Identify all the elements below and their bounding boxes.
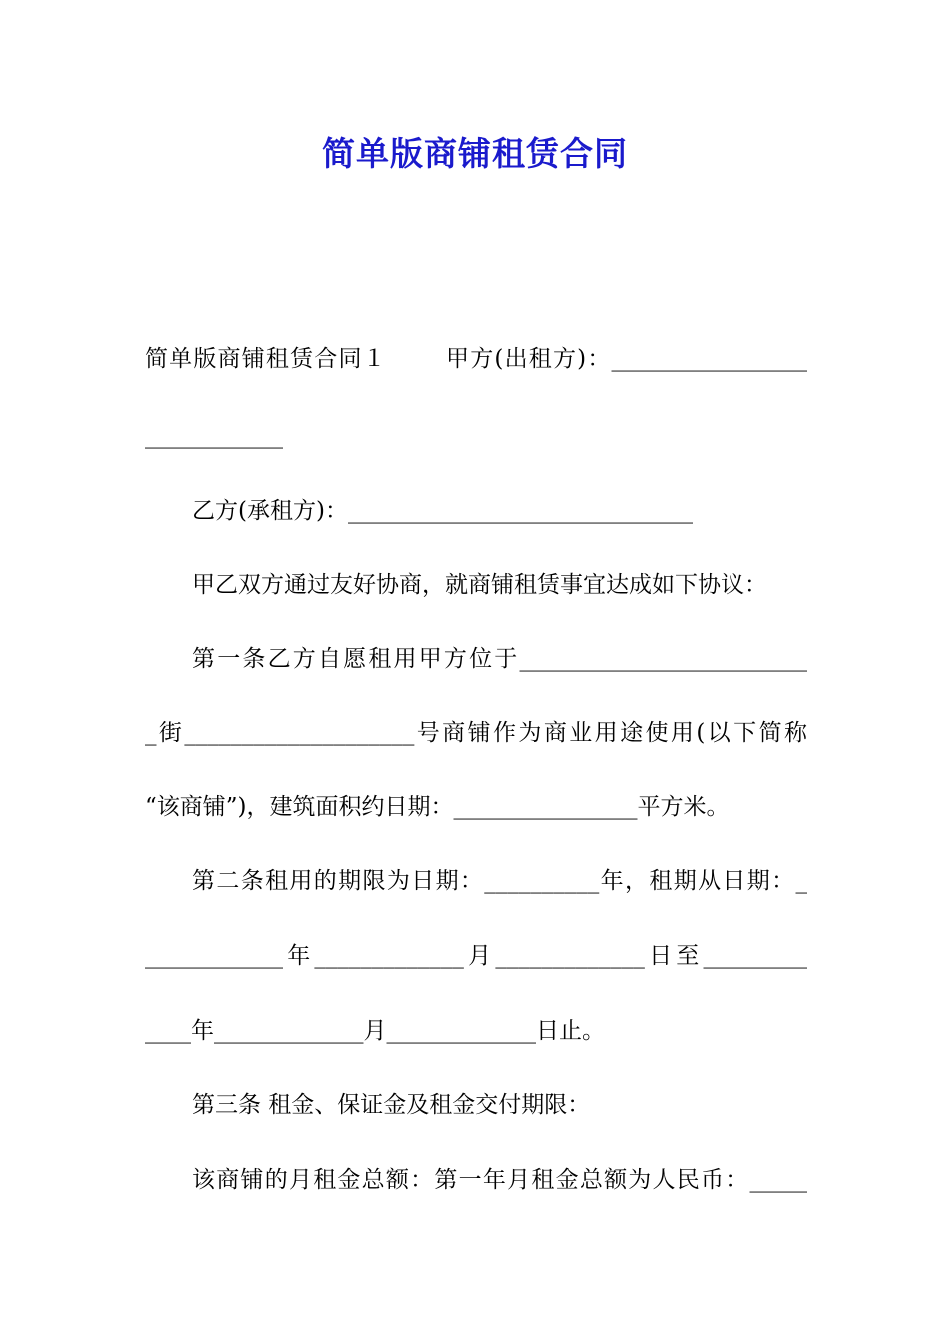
agreement-intro: 甲乙双方通过友好协商，就商铺租赁事宜达成如下协议： — [192, 572, 767, 598]
article-3-heading: 第三条 租金、保证金及租金交付期限： — [192, 1092, 591, 1118]
article-1-line-3: “该商铺”)，建筑面积约日期：________________平方米。 — [145, 794, 730, 820]
article-2-line-1: 第二条租用的期限为日期：__________年，租期从日期：_ — [192, 868, 807, 894]
party-a-field: 甲方(出租方)：_________________ — [444, 346, 808, 372]
document-title: 简单版商铺租赁合同 — [322, 134, 628, 173]
article-1-line-2: _街____________________号商铺作为商业用途使用(以下简称 — [145, 720, 807, 746]
party-b-line: 乙方(承租方)：______________________________ — [192, 498, 693, 524]
article-3-line-1: 该商铺的月租金总额：第一年月租金总额为人民币：_____ — [192, 1167, 807, 1193]
contract-line-1 — [145, 344, 807, 374]
contract-line-2: ____________ — [145, 423, 283, 449]
article-1-line-1: 第一条乙方自愿租用甲方位于_________________________ — [192, 646, 807, 672]
contract-heading: 简单版商铺租赁合同１ — [145, 346, 387, 372]
article-2-line-2: ____________年_____________月_____________日至_________ — [145, 943, 807, 969]
article-2-line-3: ____年_____________月_____________日止。 — [145, 1018, 605, 1044]
